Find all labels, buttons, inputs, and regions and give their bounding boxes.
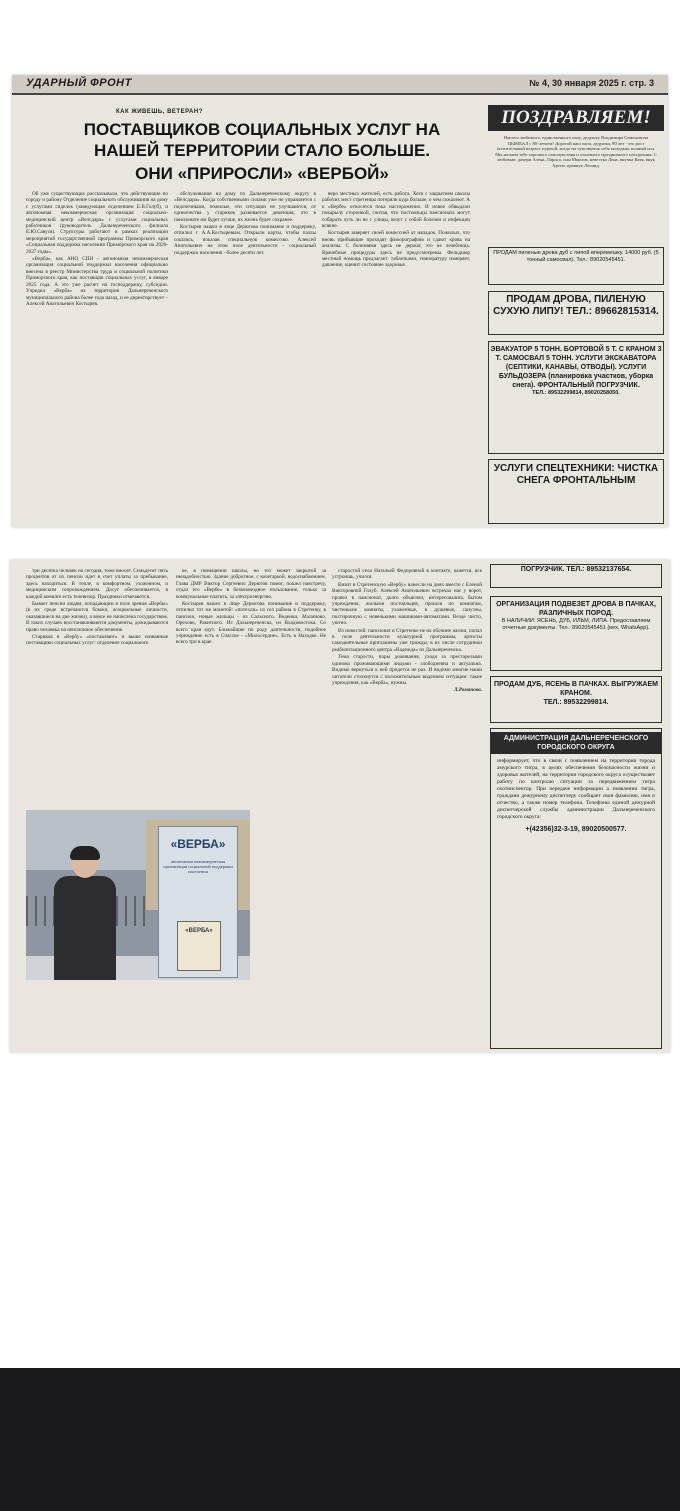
admin-notice bbox=[490, 728, 662, 1049]
greeting-title: ПОЗДРАВЛЯЕМ! bbox=[488, 105, 664, 131]
paragraph: старостой села Натальей Федоровной в контакте, кажется, все устроишь, учился. bbox=[332, 568, 482, 581]
paragraph: Костырев нашел в лице Дерюгова понимание и поддержку, отпилил с А.А.Костыревым. Открыли карты, чтобы пазлы сошлись, показав специальную комиссию. Алексей Анатольевич на этом поле деятельности - социальный поддержки населения - более десяти лет. bbox=[174, 224, 316, 256]
author-signature: Л.Романова. bbox=[453, 687, 482, 694]
banner-title: «ВЕРБА» bbox=[170, 837, 226, 851]
paragraph: «Верба», как АНО СПН - автономная некоммерческая организация социальной поддержки населения официально внесена в реестр Министерства труда и социальной политики Приморского края, как поставщик социальных услуг, в январе 2025 года. А это уже расчет на господдержку, субсидии. Учредил «Верба» на территории Дальнереченского муниципального района более года назад, и ее директорствует – Алексей Анатольевич Костырев. bbox=[26, 256, 168, 307]
paragraph: ке, в помещении школы, но тот может закрытой за ненадобностью. Здание добротное, с кочегаркой, водоснабжением. Глава ДМР Виктор Сергеевич Дерюгов помог, пошел навстречу, отдал его «Вербе» в безвозмездное пользование, только за коммунальные платить, за электроэнергию. bbox=[176, 568, 326, 600]
paragraph: Об уже существующих рассказывали, что действующие по городу и району Отделение социального обслуживания на дому с услугами сиделок (заведующая отделением Е.В.Голуб), и автономная некоммерческая организация социально-медицинский центр «Велсдара» с услугами социальных работников (руководитель Дальнереченского филиала Е.Ю.Савуся). Структуры работают в рамках реализации мероприятий государственной программы Приморского края «Социальная поддержка населения Приморского края на 2020-2027 годы». bbox=[26, 191, 168, 255]
ad-firewood-big: ПРОДАМ ДРОВА, ПИЛЕНУЮ СУХУЮ ЛИПУ! ТЕЛ.: 89662815314. bbox=[488, 291, 664, 335]
article-column-3 bbox=[332, 568, 482, 1038]
ad-firewood-small: ПРОДАМ пиленые дрова дуб с липой вперемешку. 14000 руб. (5 тонный самосвал). Тел.: 89020545451. bbox=[488, 247, 664, 285]
banner-subtitle: автономная некоммерческая организация социальной поддержки населения bbox=[163, 859, 233, 874]
paragraph: Тема старости, поры доживания, уходя за престарелыми одиноко проживающими людьми - злободневна и актуальна. Видимо вернуться к ней придется не раз. И видимо многие наши читатели столкнутся с положительным видением ситуации: такие учреждения, как «Верба», нужны. bbox=[332, 654, 482, 686]
ad-oak-phone: ТЕЛ.: 89532299814. bbox=[543, 699, 609, 706]
issue-line: № 4, 30 января 2025 г. стр. 3 bbox=[529, 78, 654, 88]
article-photo bbox=[26, 810, 250, 980]
ad-evacuator-phone: ТЕЛ.: 89532299814, 89020258050. bbox=[532, 390, 620, 396]
article-column-1 bbox=[26, 191, 168, 521]
paragraph: обслуживания на дому по Дальнереченскому округу в «Велсдара». Когда собственными силами уже не управляется с подопечными, пожилые, эти ситуации не улучшаются, от одиночества у стариков развивается деменция, что в пансионате им будет лучше, их жизнь будет сохранее. bbox=[174, 191, 316, 223]
paragraph: Визит в Стретенскую «Вербу» нанесли на днях вместе с Еленой Викторовной Голуб. Алексей Анатольевич встречал нас у ворот, провел в пансионат, долго объяснял, интересовались бытом учреждения, жилыми постояльцев, прошли по комнатам, чистенькие комнаты, ухоженные, в душевые, санузлы, постирочную с новенькими машинами-автоматами. Везде чисто, уютно. bbox=[332, 581, 482, 627]
greeting-text: Нашего любимого, единственного папу, дедушку Владимира Семеновича ЦЫМБАЛ с 80-летием! Дорогой наш папа, дедушка, 80 лет - это рост почтительный возраст годовой, когда ты чувствуешь себя молодым, полный сил. Мы желаем тебе хорошего самочувствия и отличного праздничного настроения. С любовью: дочери Алена, Лариса, сын Максим, невестка Лена, внучка Катя, внук Артем, правнук Леонид. bbox=[495, 135, 657, 168]
ad-oak-text: ПРОДАМ ДУБ, ЯСЕНЬ В ПАЧКАХ. ВЫГРУЖАЕМ КРАНОМ. bbox=[494, 681, 658, 697]
newspaper-name: УДАРНЫЙ ФРОНТ bbox=[26, 77, 132, 89]
ad-organization-detail: В НАЛИЧИИ: ЯСЕНЬ, ДУБ, ИЛЬМ, ЛИПА. Предоставляем отчетные документы. Тел.: 89020545451 (вex, WhatsApp). bbox=[501, 618, 651, 631]
paragraph: три десятка человек на сегодня, тоже виосят. Семьдесят пять процентов от их пенсии идет в счет уплаты за пребывание, здесь находиться. В тепле, в комфортном, ухоженном, и медицинским сопровождением. Досуг обеспечивается, в каждой комнате есть телевизор. Праздники отмечаются. bbox=[26, 568, 168, 600]
paragraph: Костырев заверяет своей комиссией от нападок. Пожилых, что вновь прибывшие проходят флюорографию и сдают кровь на анализы. С болезнями здесь не держат, это не лечебница. Врачебные процедуры здесь не предусмотрены. Фельдшер местный помощь предлагает: таблетками, температуру измеряет, давление, оценит состояние здоровья. bbox=[322, 230, 470, 269]
ad-oak bbox=[490, 676, 662, 723]
admin-notice-title: АДМИНИСТРАЦИЯ ДАЛЬНЕРЕЧЕНСКОГО ГОРОДСКОГО ОКРУГА bbox=[491, 732, 661, 754]
bottom-dark-band bbox=[0, 1368, 680, 1511]
article-column-2 bbox=[174, 191, 316, 521]
newspaper-page-bottom bbox=[10, 560, 670, 1052]
verba-banner bbox=[158, 826, 238, 978]
banner-inset bbox=[177, 921, 221, 971]
newspaper-page-top bbox=[12, 75, 668, 527]
article-headline bbox=[52, 119, 472, 184]
paragraph: Стариков в «Вербу» «поставляют» и выше названные поставщики социальных услуг: отделение социального bbox=[26, 634, 168, 647]
ad-special-equipment: УСЛУГИ СПЕЦТЕХНИКИ: ЧИСТКА СНЕГА ФРОНТАЛЬНЫМ bbox=[488, 459, 664, 524]
person-figure bbox=[50, 846, 120, 980]
ad-evacuator bbox=[488, 341, 664, 454]
page-header bbox=[12, 75, 668, 95]
headline-line-2: ОНИ «ПРИРОСЛИ» «ВЕРБОЙ» bbox=[135, 164, 389, 183]
paragraph: Бывает пенсии людям, попадающим в поле зрения «Вербы» (в их среде встречаются бомжи, асоциальные личности, оказавшиеся на дне жизни), а вовсе не начислена государством. В таких случаях восстанавливаются документы, дожидываются право человека на пенсионное обеспечение. bbox=[26, 601, 168, 633]
banner-inset-title: «ВЕРБА» bbox=[185, 928, 213, 934]
article-column-1 bbox=[26, 568, 168, 806]
section-kicker: КАК ЖИВЕШЬ, ВЕТЕРАН? bbox=[116, 109, 203, 115]
ad-organization-title: ОРГАНИЗАЦИЯ ПОДВЕЗЕТ ДРОВА В ПАЧКАХ, РАЗЛИЧНЫХ ПОРОД. bbox=[496, 601, 656, 617]
headline-line-1: ПОСТАВЩИКОВ СОЦИАЛЬНЫХ УСЛУГ НА НАШЕЙ ТЕРРИТОРИИ СТАЛО БОЛЬШЕ. bbox=[83, 120, 441, 160]
admin-notice-text: информирует, что в связи с появлением на территории города амурского тигра, в целях обеспечения безопасности жизни и здоровья жителей, на территории городского округа осуществляет работу по контролю ситуации за передвижением тигра охотинспектор. При передаче информации о появлении тигра, граждани дежурному диспетчеру сообщает свои фамилию, имя и отчество, а также номер телефона. Телефоны единой дежурной диспетчерской службы администрации Дальнереченского городского округа: bbox=[497, 758, 655, 820]
paragraph: Из новостей: пансионат в Стретенке не на обочине жизни, попал в поле деятельности культурной программы, артисты самодеятельные приглашены уже трижды, в их числе сотрудники реабилитационного центра «Надежда» из Дальнереченска. bbox=[332, 627, 482, 653]
ad-organization bbox=[490, 596, 662, 671]
article-column-3 bbox=[322, 191, 470, 521]
paragraph: Костырев нашел в лице Дерюгова понимание и поддержку, отпилил тот же монетой: «потехли» из сел района в Стретенку, в пансион, новые жильцы - из Сальского, Веденки, Малиново, Орехово, Ракитного. Из Дальнереченска, из Владивостока. Со всего края едут. Ближайшие по роду деятельности, подобное учреждение есть в Спасске - «Милосердие». Есть в Находке. Не всего три в крае. bbox=[176, 601, 326, 646]
paragraph: веро местных жителей, есть работа. Хотя с закрытием школы рабочих мест стретенцы потеряли куда больше, о чем сожалеют. А к «Вербе» относятся пока настороженно. И новое обвыдали покарылу сторонкой, считая, что постояльцы пансионата могут собирать чуть ли не с улицы, везут с собой болезни и инфекции всякие. bbox=[322, 191, 470, 230]
admin-notice-phone: +(42356)32-3-19, 89020500577. bbox=[525, 826, 627, 833]
ad-services-continued: ПОГРУЗЧИК. ТЕЛ.: 89532137654. bbox=[490, 564, 662, 588]
ad-evacuator-text: ЭВАКУАТОР 5 ТОНН. БОРТОВОЙ 5 Т. С КРАНОМ 3 Т. САМОСВАЛ 5 ТОНН. УСЛУГИ ЭКСКАВАТОРА (СЕПТИКИ, КАНАВЫ, ОТВОДЫ). УСЛУГИ БУЛЬДОЗЕРА (планировка участков, уборка снега). ФРОНТАЛЬНЫЙ ПОГРУЗЧИК. bbox=[490, 346, 662, 389]
